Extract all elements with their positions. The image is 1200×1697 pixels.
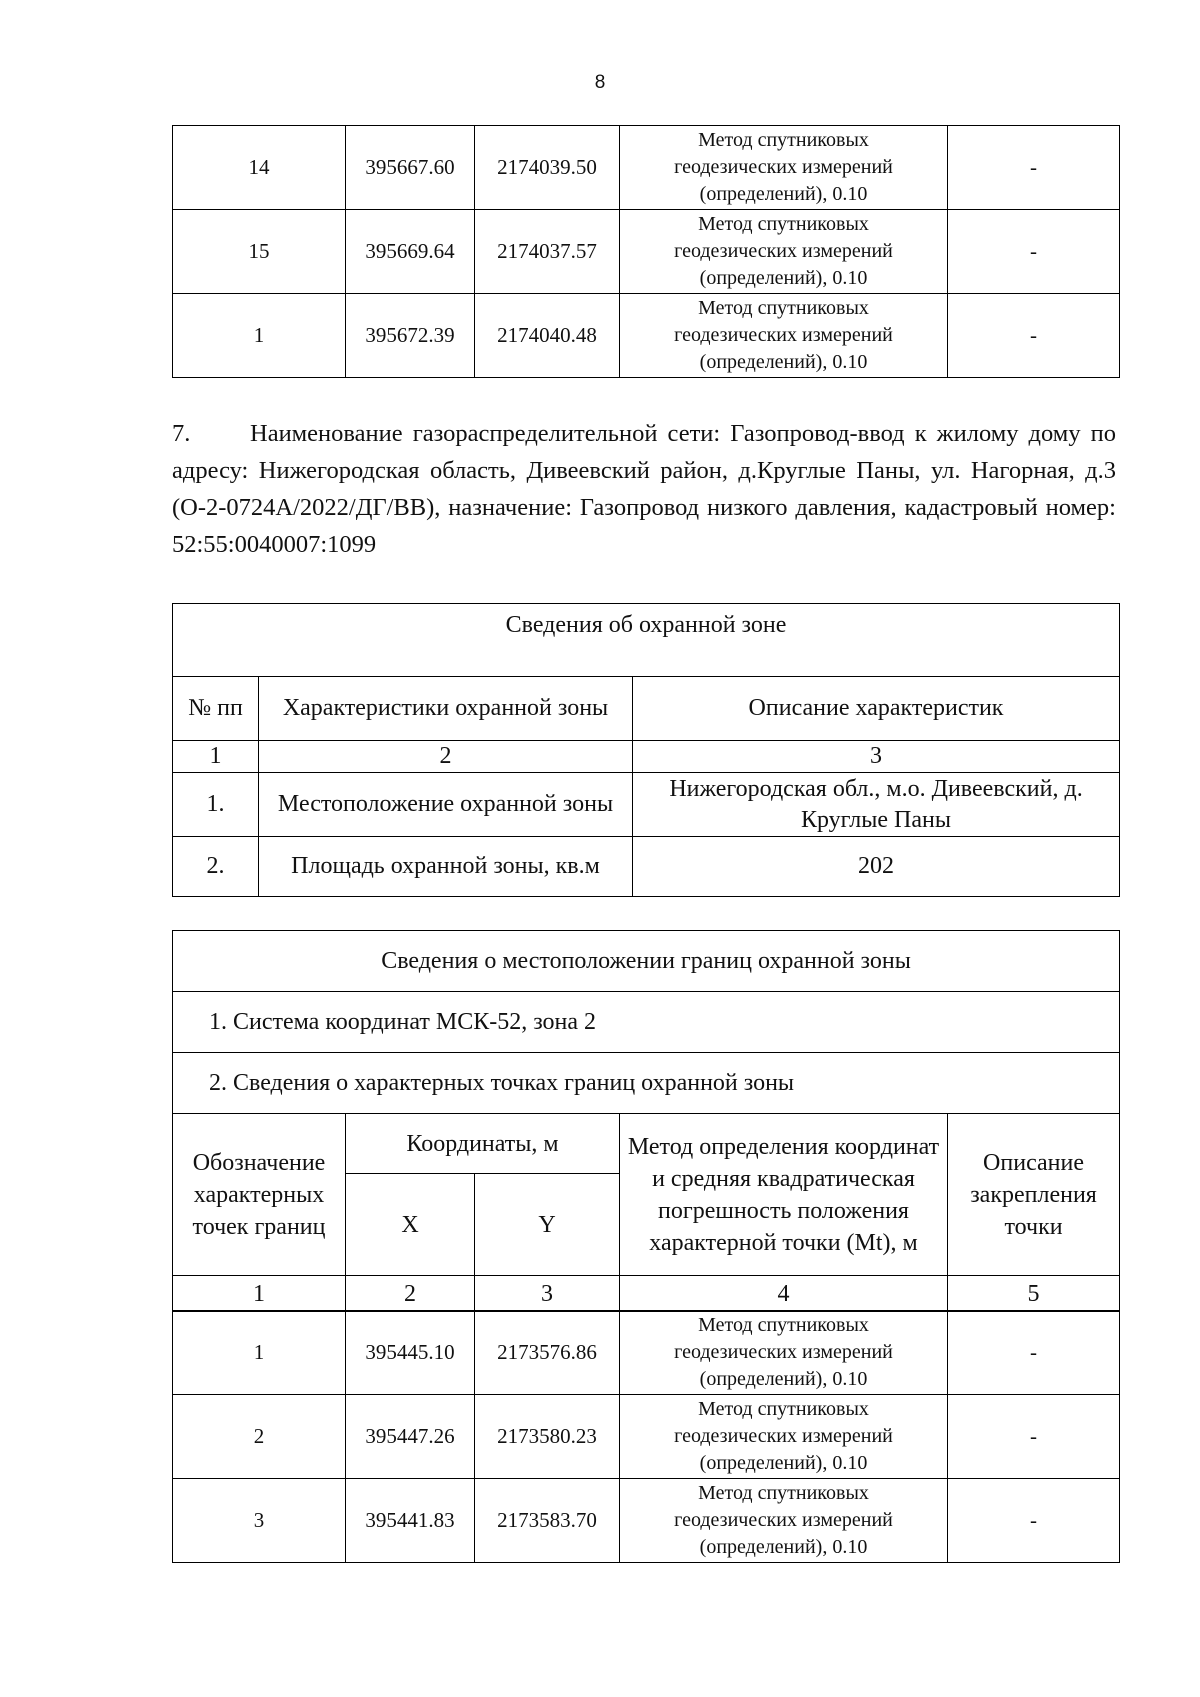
fixing-cell: - bbox=[948, 294, 1120, 378]
characteristic-name: Площадь охранной зоны, кв.м bbox=[259, 837, 633, 897]
x-cell: 395445.10 bbox=[346, 1311, 475, 1395]
row-number: 1. bbox=[173, 773, 259, 837]
table-row bbox=[173, 294, 1120, 378]
x-header: X bbox=[346, 1174, 475, 1276]
characteristic-value: Нижегородская обл., м.о. Дивеевский, д. Круглые Паны bbox=[633, 773, 1120, 837]
coordinates-header: Координаты, м bbox=[346, 1114, 620, 1174]
method-cell: Метод спутниковых геодезических измерений (определений), 0.10 bbox=[620, 1479, 948, 1563]
method-header: Метод определения координат и средняя квадратическая погрешность положения характерной точки (Mt), м bbox=[620, 1114, 948, 1276]
y-header: Y bbox=[475, 1174, 620, 1276]
column-index: 5 bbox=[948, 1276, 1120, 1312]
section-number: 7. bbox=[172, 420, 191, 447]
designation-header: Обозначение характерных точек границ bbox=[173, 1114, 346, 1276]
fixing-cell: - bbox=[948, 1479, 1120, 1563]
page-number: 8 bbox=[594, 72, 606, 93]
fixing-cell: - bbox=[948, 126, 1120, 210]
points-title: 2. Сведения о характерных точках границ охранной зоны bbox=[173, 1053, 1120, 1114]
column-index: 3 bbox=[633, 741, 1120, 773]
table-row bbox=[173, 837, 1120, 897]
fixing-header: Описание закрепления точки bbox=[948, 1114, 1120, 1276]
column-index: 2 bbox=[259, 741, 633, 773]
table-row bbox=[173, 126, 1120, 210]
y-cell: 2174039.50 bbox=[475, 126, 620, 210]
table-row bbox=[173, 773, 1120, 837]
boundary-points-table bbox=[172, 1310, 1120, 1563]
table-row bbox=[173, 210, 1120, 294]
y-cell: 2174037.57 bbox=[475, 210, 620, 294]
method-cell: Метод спутниковых геодезических измерений (определений), 0.10 bbox=[620, 1311, 948, 1395]
fixing-cell: - bbox=[948, 210, 1120, 294]
x-cell: 395667.60 bbox=[346, 126, 475, 210]
characteristic-name: Местоположение охранной зоны bbox=[259, 773, 633, 837]
column-header: № пп bbox=[173, 677, 259, 741]
method-cell: Метод спутниковых геодезических измерений (определений), 0.10 bbox=[620, 126, 948, 210]
column-index: 1 bbox=[173, 741, 259, 773]
method-cell: Метод спутниковых геодезических измерений (определений), 0.10 bbox=[620, 294, 948, 378]
table-row bbox=[173, 1311, 1120, 1395]
point-cell: 1 bbox=[173, 1311, 346, 1395]
table-caption: Сведения о местоположении границ охранной зоны bbox=[173, 931, 1120, 992]
section-text: Наименование газораспределительной сети: Газопровод-ввод к жилому дому по адресу: Нижегородская область, Дивеевский район, д.Круглые Паны, ул. Нагорная, д.3 (О-2-0724А/2022/ДГ/ВВ), назначение: Газопровод низкого давления, кадастровый номер: 52:55:0040007:1099 bbox=[172, 420, 1116, 558]
column-index: 1 bbox=[173, 1276, 346, 1312]
point-cell: 15 bbox=[173, 210, 346, 294]
y-cell: 2173583.70 bbox=[475, 1479, 620, 1563]
column-header: Характеристики охранной зоны bbox=[259, 677, 633, 741]
x-cell: 395669.64 bbox=[346, 210, 475, 294]
row-number: 2. bbox=[173, 837, 259, 897]
method-cell: Метод спутниковых геодезических измерений (определений), 0.10 bbox=[620, 210, 948, 294]
fixing-cell: - bbox=[948, 1395, 1120, 1479]
characteristic-value: 202 bbox=[633, 837, 1120, 897]
y-cell: 2173580.23 bbox=[475, 1395, 620, 1479]
column-header: Описание характеристик bbox=[633, 677, 1120, 741]
protection-zone-table bbox=[172, 603, 1120, 897]
y-cell: 2174040.48 bbox=[475, 294, 620, 378]
point-cell: 3 bbox=[173, 1479, 346, 1563]
fixing-cell: - bbox=[948, 1311, 1120, 1395]
boundaries-table bbox=[172, 930, 1120, 1312]
section-7-paragraph bbox=[172, 415, 1116, 563]
table-row bbox=[173, 1479, 1120, 1563]
table-row bbox=[173, 1395, 1120, 1479]
coordinate-system: 1. Система координат МСК-52, зона 2 bbox=[173, 992, 1120, 1053]
column-index: 4 bbox=[620, 1276, 948, 1312]
x-cell: 395672.39 bbox=[346, 294, 475, 378]
method-cell: Метод спутниковых геодезических измерений (определений), 0.10 bbox=[620, 1395, 948, 1479]
y-cell: 2173576.86 bbox=[475, 1311, 620, 1395]
column-index: 3 bbox=[475, 1276, 620, 1312]
x-cell: 395441.83 bbox=[346, 1479, 475, 1563]
x-cell: 395447.26 bbox=[346, 1395, 475, 1479]
column-index: 2 bbox=[346, 1276, 475, 1312]
point-cell: 14 bbox=[173, 126, 346, 210]
point-cell: 1 bbox=[173, 294, 346, 378]
point-cell: 2 bbox=[173, 1395, 346, 1479]
table-caption: Сведения об охранной зоне bbox=[173, 604, 1120, 677]
coordinates-table-continued bbox=[172, 125, 1120, 378]
